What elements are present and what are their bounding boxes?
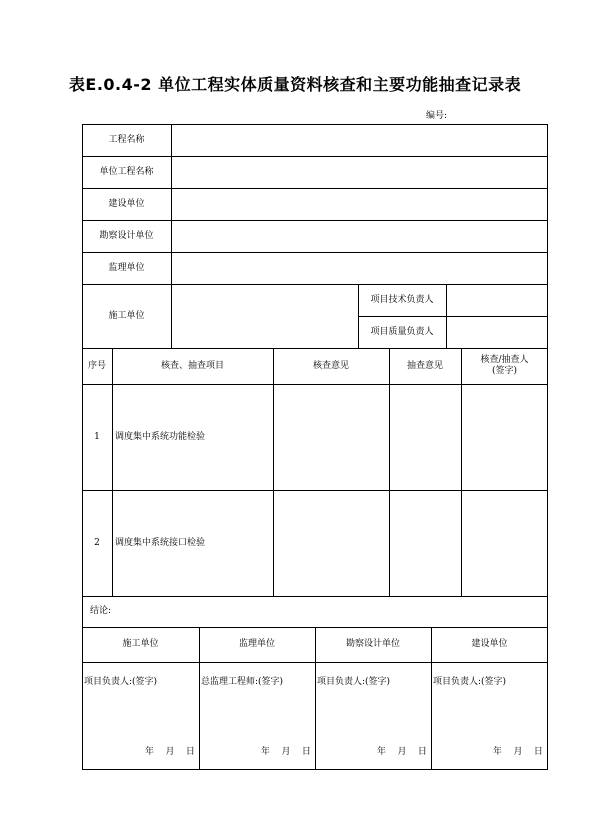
- date-contractor: 年 月 日: [145, 747, 195, 757]
- date-construction: 年 月 日: [493, 747, 543, 757]
- sign-label-survey-design: 项目负责人:(签字): [317, 677, 391, 687]
- sign-unit-contractor: 施工单位: [122, 639, 159, 649]
- row-2-item: 调度集中系统接口检验: [115, 538, 206, 548]
- form-title: 表E.0.4-2 单位工程实体质量资料核查和主要功能抽查记录表: [68, 75, 522, 94]
- header-check-opinion: 核查意见: [312, 361, 349, 371]
- sign-unit-survey-design: 勘察设计单位: [345, 639, 400, 649]
- sign-unit-construction: 建设单位: [471, 639, 508, 649]
- label-construction-unit: 建设单位: [108, 199, 145, 209]
- label-unit-project-name: 单位工程名称: [99, 167, 154, 177]
- conclusion-label: 结论:: [90, 606, 112, 616]
- label-survey-design-unit: 勘察设计单位: [99, 231, 154, 241]
- row-1-seq: 1: [94, 432, 100, 442]
- header-checker: 核查/抽查人: [480, 355, 529, 365]
- header-item: 核查、抽查项目: [160, 361, 224, 371]
- label-tech-lead: 项目技术负责人: [370, 295, 434, 305]
- label-project-name: 工程名称: [108, 135, 145, 145]
- header-checker-sign: (签字): [491, 366, 518, 376]
- label-supervision-unit: 监理单位: [108, 263, 145, 273]
- header-seq: 序号: [87, 361, 106, 371]
- sign-label-construction: 项目负责人:(签字): [433, 677, 507, 687]
- header-sample-opinion: 抽查意见: [406, 361, 443, 371]
- row-1-item: 调度集中系统功能检验: [115, 432, 206, 442]
- sign-label-contractor: 项目负责人:(签字): [84, 677, 158, 687]
- date-supervision: 年 月 日: [261, 747, 311, 757]
- label-contractor: 施工单位: [108, 311, 145, 321]
- sign-unit-supervision: 监理单位: [238, 639, 275, 649]
- number-label: 编号:: [426, 111, 448, 121]
- label-quality-lead: 项目质量负责人: [370, 327, 434, 337]
- sign-label-supervision: 总监理工程师:(签字): [201, 677, 284, 687]
- date-survey-design: 年 月 日: [377, 747, 427, 757]
- row-2-seq: 2: [94, 538, 100, 548]
